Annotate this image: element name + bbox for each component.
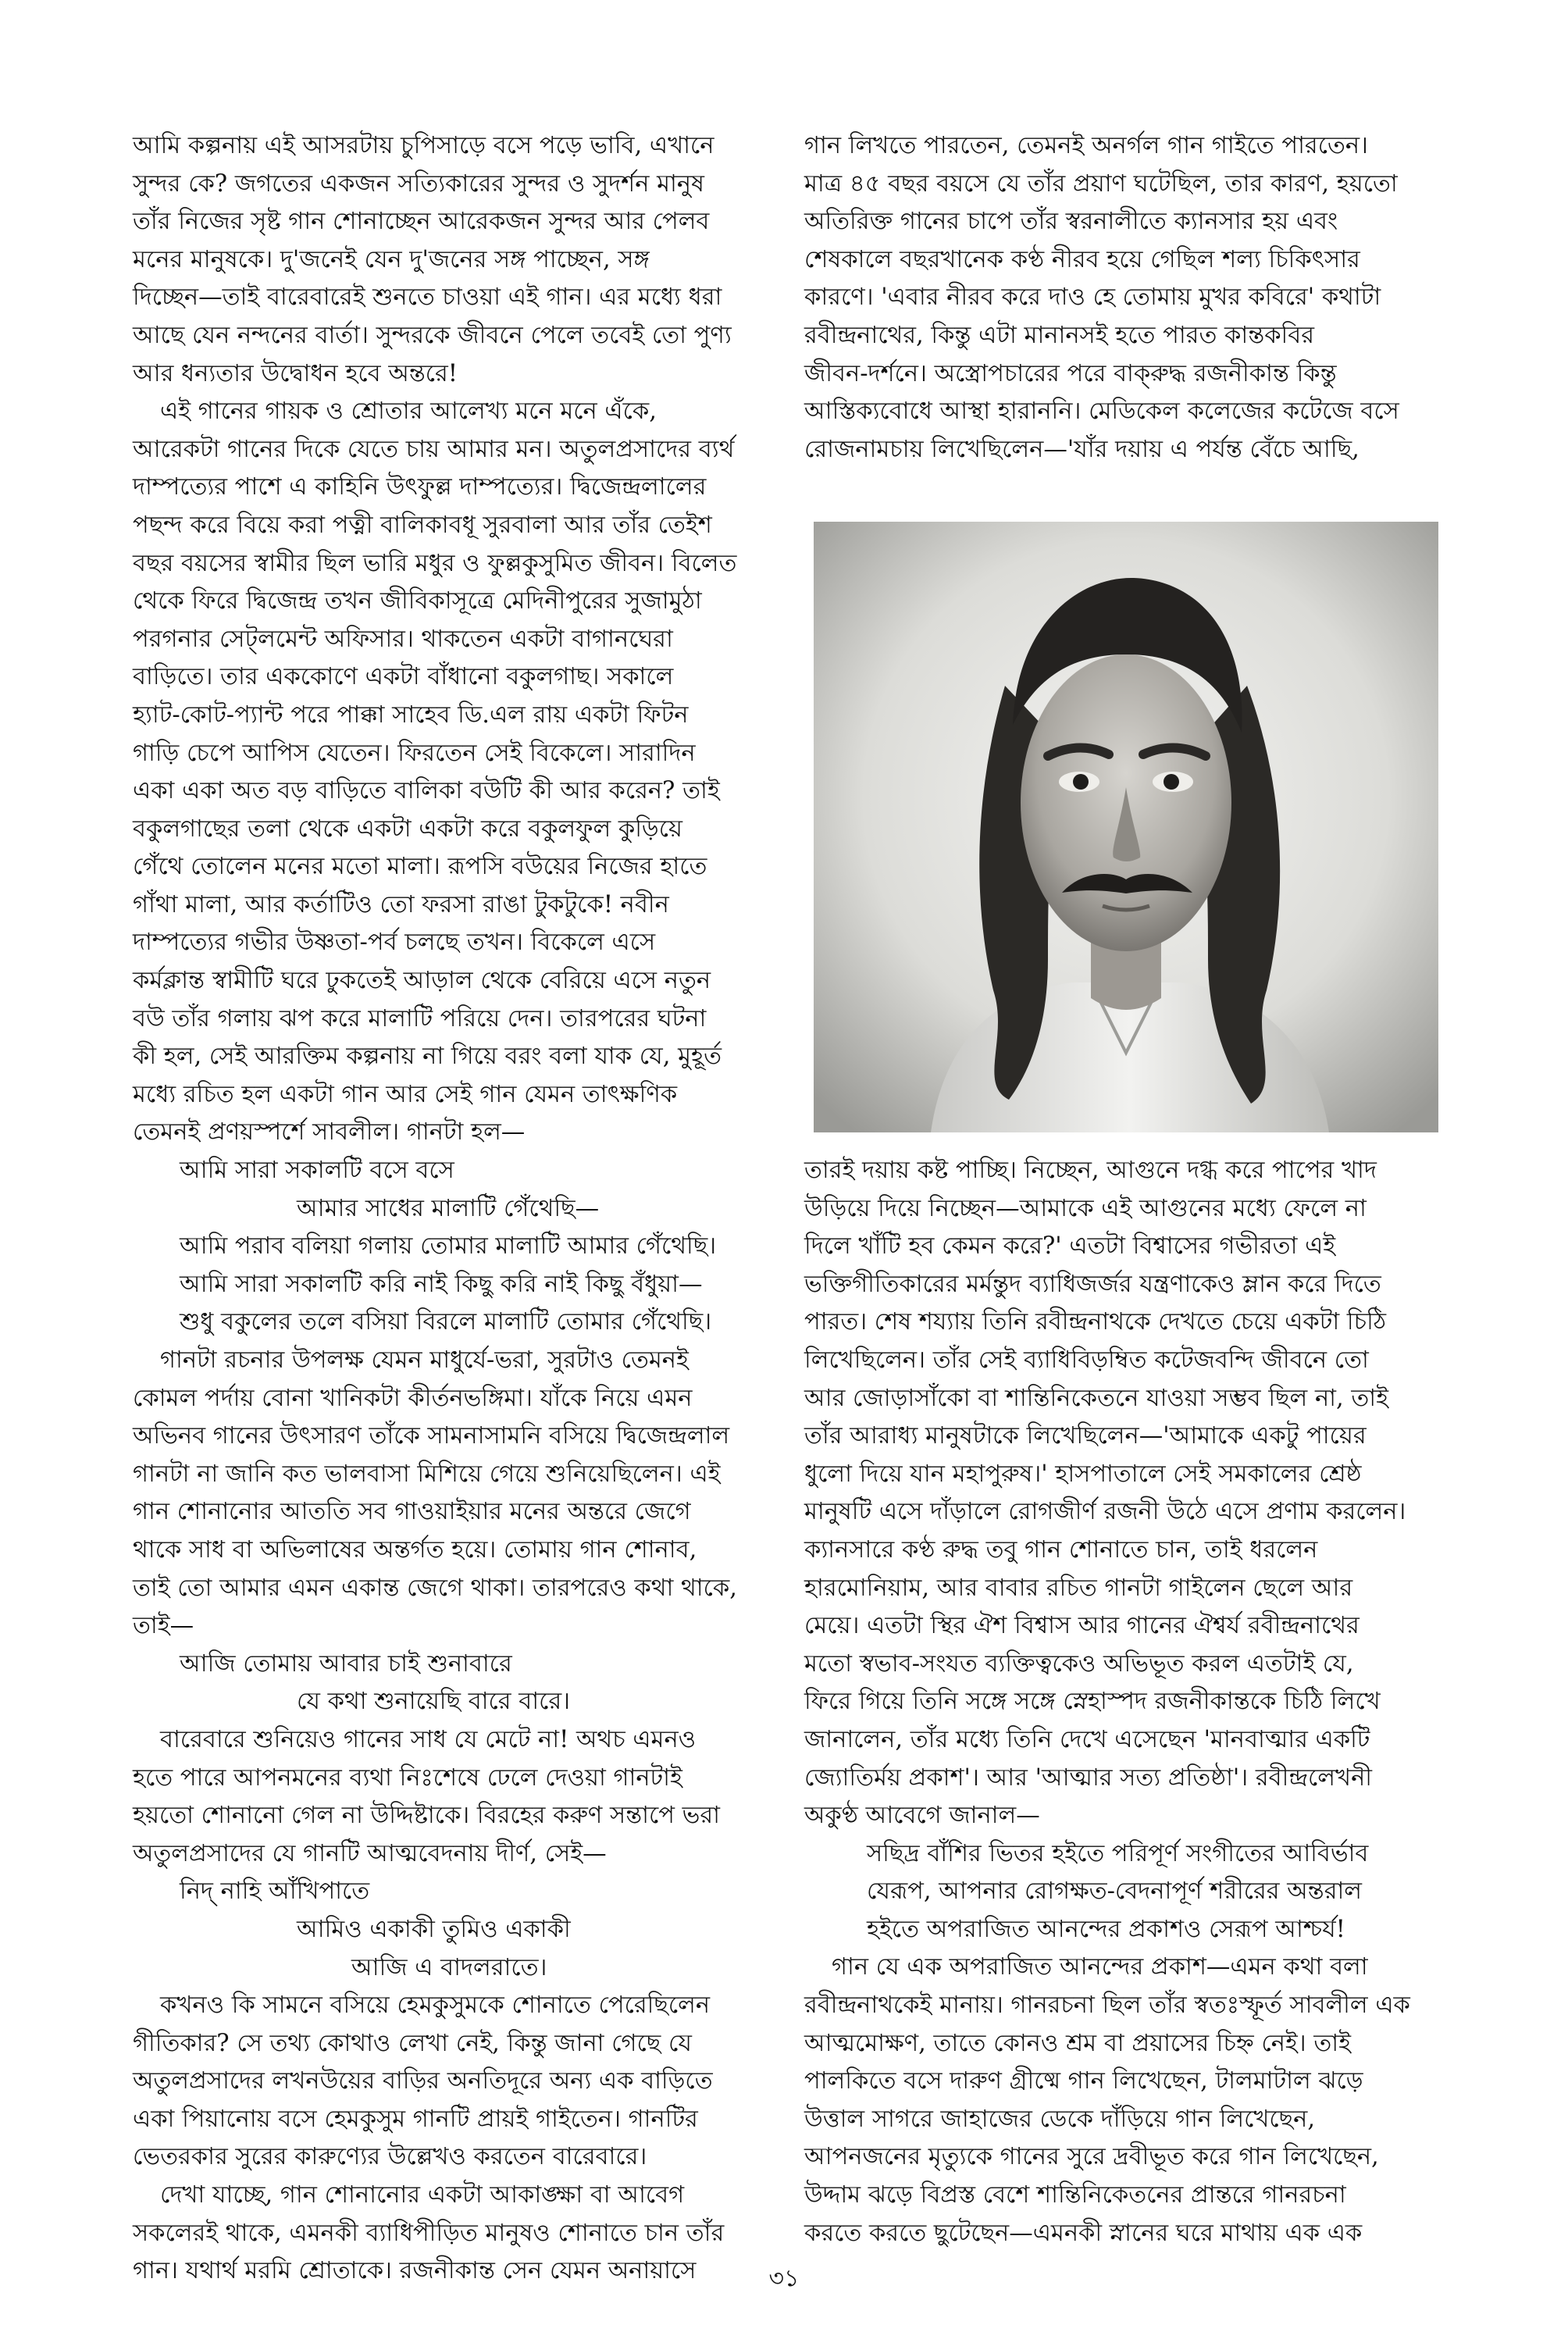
text-line: কারণে। 'এবার নীরব করে দাও হে তোমায় মুখর কবিরে' কথাটা <box>804 283 1381 312</box>
verse-line: আমি সারা সকালটি করি নাই কিছু করি নাই কিছু বঁধুয়া— <box>180 1270 703 1298</box>
verse-line: যে কথা শুনায়েছি বারে বারে। <box>297 1688 571 1716</box>
text-line: আর জোড়াসাঁকো বা শান্তিনিকেতনে যাওয়া সম্ভব ছিল না, তাই <box>804 1384 1388 1412</box>
paragraph <box>804 127 1460 469</box>
block-quote <box>804 1835 1460 1949</box>
quote-line: যেরূপ, আপনার রোগক্ষত-বেদনাপূর্ণ শরীরের অন্তরাল <box>867 1878 1363 1906</box>
song-verse <box>133 1873 804 1987</box>
text-line: কর্মক্লান্ত স্বামীটি ঘরে ঢুকতেই আড়াল থেকে বেরিয়ে এসে নতুন <box>133 967 711 995</box>
text-line: গান যে এক অপরাজিত আনন্দের প্রকাশ—এমন কথা বলা <box>832 1953 1368 1981</box>
text-line: রোজনামচায় লিখেছিলেন—'যাঁর দয়ায় এ পর্যন্ত বেঁচে আছি, <box>804 435 1360 463</box>
text-line: দাম্পত্যের গভীর উষ্ণতা-পর্ব চলছে তখন। বিকেলে এসে <box>133 929 656 957</box>
text-line: অতুলপ্রসাদের লখনউয়ের বাড়ির অনতিদূরে অন্য এক বাড়িতে <box>133 2067 713 2095</box>
text-line: তাঁর আরাধ্য মানুষটাকে লিখেছিলেন—'আমাকে একটু পায়ের <box>804 1422 1367 1450</box>
text-line: মেয়ে। এতটা স্থির ঐশ বিশ্বাস আর গানের ঐশ্বর্য রবীন্দ্রনাথের <box>804 1612 1360 1640</box>
text-line: আস্তিক্যবোধে আস্থা হারাননি। মেডিকেল কলেজের কটেজে বসে <box>804 398 1399 426</box>
page-number: ৩১ <box>768 2265 800 2292</box>
text-line: মতো স্বভাব-সংযত ব্যক্তিত্বকেও অভিভূত করল এতটাই যে, <box>804 1649 1354 1678</box>
text-line: গীতিকার? সে তথ্য কোথাও লেখা নেই, কিন্তু জানা গেছে যে <box>133 2029 692 2057</box>
text-line: গাড়ি চেপে আপিস যেতেন। ফিরতেন সেই বিকেলে। সারাদিন <box>133 739 696 767</box>
verse-line: আমার সাধের মালাটি গেঁথেছি— <box>297 1194 600 1222</box>
quote-line: হইতে অপরাজিত আনন্দের প্রকাশও সেরূপ আশ্চর্য! <box>867 1915 1345 1943</box>
text-line: জ্যোতির্ময় প্রকাশ'। আর 'আত্মার সত্য প্রতিষ্ঠা'। রবীন্দ্রলেখনী <box>804 1763 1372 1792</box>
verse-line: আজি এ বাদলরাতে। <box>351 1953 547 1981</box>
text-line: মধ্যে রচিত হল একটা গান আর সেই গান যেমন তাৎক্ষণিক <box>133 1080 678 1108</box>
text-line: ভক্তিগীতিকারের মর্মন্তুদ ব্যাধিজর্জর যন্ত্রণাকেও ম্লান করে দিতে <box>804 1270 1381 1298</box>
paragraph <box>804 1949 1460 2252</box>
text-line: আমি কল্পনায় এই আসরটায় চুপিসাড়ে বসে পড়ে ভাবি, এখানে <box>133 132 715 159</box>
text-line: গানটা রচনার উপলক্ষ যেমন মাধুর্যে-ভরা, সুরটাও তেমনই <box>160 1346 689 1374</box>
text-line: একা একা অত বড় বাড়িতে বালিকা বউটি কী আর করেন? তাই <box>133 777 720 805</box>
text-line: আরেকটা গানের দিকে যেতে চায় আমার মন। অতুলপ্রসাদের ব্যর্থ <box>133 435 735 463</box>
paragraph <box>133 1342 804 1646</box>
text-line: এই গানের গায়ক ও শ্রোতার আলেখ্য মনে মনে এঁকে, <box>160 398 657 426</box>
paragraph <box>133 1987 804 2177</box>
verse-line: আমি পরাব বলিয়া গলায় তোমার মালাটি আমার গেঁথেছি। <box>180 1232 717 1261</box>
text-line: উত্তাল সাগরে জাহাজের ডেকে দাঁড়িয়ে গান লিখেছেন, <box>804 2105 1316 2133</box>
right-column-bottom <box>804 1152 1460 2252</box>
text-line: মাত্র ৪৫ বছর বয়সে যে তাঁর প্রয়াণ ঘটেছিল, তার কারণ, হয়তো <box>804 169 1398 198</box>
text-line: দাম্পত্যের পাশে এ কাহিনি উৎফুল্ল দাম্পত্যের। দ্বিজেন্দ্রলালের <box>133 473 707 501</box>
text-line: রবীন্দ্রনাথকেই মানায়। গানরচনা ছিল তাঁর স্বতঃস্ফূর্ত সাবলীল এক <box>804 1992 1410 2020</box>
text-line: উড়িয়ে দিয়ে নিচ্ছেন—আমাকে এই আগুনের মধ্যে ফেলে না <box>804 1194 1367 1222</box>
text-line: পারত। শেষ শয্যায় তিনি রবীন্দ্রনাথকে দেখতে চেয়ে একটা চিঠি <box>804 1308 1387 1336</box>
verse-line: আমিও একাকী তুমিও একাকী <box>297 1915 571 1943</box>
text-line: ক্যানসারে কণ্ঠ রুদ্ধ তবু গান শোনাতে চান, তাই ধরলেন <box>804 1535 1318 1564</box>
text-line: দেখা যাচ্ছে, গান শোনানোর একটা আকাঙ্ক্ষা বা আবেগ <box>160 2181 685 2209</box>
text-line: হ্যাট-কোট-প্যান্ট পরে পাক্কা সাহেব ডি.এল রায় একটা ফিটন <box>133 701 689 729</box>
text-line: গানটা না জানি কত ভালবাসা মিশিয়ে গেয়ে শুনিয়েছিলেন। এই <box>133 1460 721 1488</box>
text-line: হয়তো শোনানো গেল না উদ্দিষ্টাকে। বিরহের করুণ সন্তাপে ভরা <box>133 1802 721 1830</box>
text-line: বউ তাঁর গলায় ঝপ করে মালাটি পরিয়ে দেন। তারপরের ঘটনা <box>133 1004 707 1032</box>
text-line: জীবন-দর্শনে। অস্ত্রোপচারের পরে বাক্‌রুদ্ধ রজনীকান্ত কিন্তু <box>804 359 1337 387</box>
text-line: অতিরিক্ত গানের চাপে তাঁর স্বরনালীতে ক্যানসার হয় এবং <box>804 208 1338 236</box>
portrait-photo <box>814 522 1438 1132</box>
text-line: হতে পারে আপনমনের ব্যথা নিঃশেষে ঢেলে দেওয়া গানটাই <box>133 1763 682 1792</box>
text-line: শেষকালে বছরখানেক কণ্ঠ নীরব হয়ে গেছিল শল্য চিকিৎসার <box>804 245 1360 273</box>
text-line: গান লিখতে পারতেন, তেমনই অনর্গল গান গাইতে পারতেন। <box>804 132 1368 159</box>
text-line: গেঁথে তোলেন মনের মতো মালা। রূপসি বউয়ের নিজের হাতে <box>133 853 707 881</box>
text-line: বছর বয়সের স্বামীর ছিল ভারি মধুর ও ফুল্লকুসুমিত জীবন। বিলেত <box>133 549 737 577</box>
verse-line: আজি তোমায় আবার চাই শুনাবারে <box>180 1649 512 1678</box>
text-line: লিখেছিলেন। তাঁর সেই ব্যাধিবিড়ম্বিত কটেজবন্দি জীবনে তো <box>804 1346 1369 1374</box>
text-line: গান শোনানোর আততি সব গাওয়াইয়ার মনের অন্তরে জেগে <box>133 1498 691 1526</box>
text-line: তেমনই প্রণয়স্পর্শে সাবলীল। গানটা হল— <box>133 1118 526 1146</box>
song-verse <box>133 1646 804 1721</box>
text-line: তাই তো আমার এমন একান্ত জেগে থাকা। তারপরেও কথা থাকে, <box>133 1574 737 1602</box>
text-line: থাকে সাধ বা অভিলাষের অন্তর্গত হয়ে। তোমায় গান শোনাব, <box>133 1535 697 1564</box>
text-line: থেকে ফিরে দ্বিজেন্দ্র তখন জীবিকাসূত্রে মেদিনীপুরের সুজামুঠা <box>133 587 702 615</box>
text-line: দিচ্ছেন—তাই বারেবারেই শুনতে চাওয়া এই গান। এর মধ্যে ধরা <box>133 283 722 312</box>
text-line: মানুষটি এসে দাঁড়ালে রোগজীর্ণ রজনী উঠে এসে প্রণাম করলেন। <box>804 1498 1406 1526</box>
verse-line: নিদ্ নাহি আঁখিপাতে <box>180 1878 370 1906</box>
text-line: তাই— <box>133 1612 194 1640</box>
text-line: মনের মানুষকে। দু'জনেই যেন দু'জনের সঙ্গ পাচ্ছেন, সঙ্গ <box>133 245 650 273</box>
left-column <box>133 127 804 2291</box>
verse-line: শুধু বকুলের তলে বসিয়া বিরলে মালাটি তোমার গেঁথেছি। <box>180 1308 712 1336</box>
text-line: আছে যেন নন্দনের বার্তা। সুন্দরকে জীবনে পেলে তবেই তো পুণ্য <box>133 321 732 349</box>
text-line: পছন্দ করে বিয়ে করা পত্নী বালিকাবধূ সুরবালা আর তাঁর তেইশ <box>133 511 712 539</box>
paragraph <box>804 1152 1460 1835</box>
text-line: অতুলপ্রসাদের যে গানটি আত্মবেদনায় দীর্ণ, সেই— <box>133 1839 607 1867</box>
text-line: ফিরে গিয়ে তিনি সঙ্গে সঙ্গে স্নেহাস্পদ রজনীকান্তকে চিঠি লিখে <box>804 1688 1381 1716</box>
text-line: আপনজনের মৃত্যুকে গানের সুরে দ্রবীভূত করে গান লিখেছেন, <box>804 2143 1379 2171</box>
text-line: কখনও কি সামনে বসিয়ে হেমকুসুমকে শোনাতে পেরেছিলেন <box>160 1992 711 2020</box>
text-line: জানালেন, তাঁর মধ্যে তিনি দেখে এসেছেন 'মানবাত্মার একটি <box>804 1725 1370 1753</box>
text-line: বারেবারে শুনিয়েও গানের সাধ যে মেটে না! অথচ এমনও <box>160 1725 697 1753</box>
text-line: আর ধন্যতার উদ্বোধন হবে অন্তরে! <box>133 359 458 387</box>
text-line: কী হল, সেই আরক্তিম কল্পনায় না গিয়ে বরং বলা যাক যে, মুহূর্ত <box>133 1043 722 1071</box>
text-line: পালকিতে বসে দারুণ গ্রীষ্মে গান লিখেছেন, টালমাটাল ঝড়ে <box>804 2067 1363 2095</box>
text-line: রবীন্দ্রনাথের, কিন্তু এটা মানানসই হতে পারত কান্তকবির <box>804 321 1315 349</box>
text-line: বাড়িতে। তার এককোণে একটা বাঁধানো বকুলগাছ। সকালে <box>133 663 674 691</box>
text-line: উদ্দাম ঝড়ে বিপ্রস্ত বেশে শান্তিনিকেতনের প্রান্তরে গানরচনা <box>804 2181 1346 2209</box>
verse-line: আমি সারা সকালটি বসে বসে <box>180 1157 454 1185</box>
text-line: একা পিয়ানোয় বসে হেমকুসুম গানটি প্রায়ই গাইতেন। গানটির <box>133 2105 698 2133</box>
text-line: আত্মমোক্ষণ, তাতে কোনও শ্রম বা প্রয়াসের চিহ্ন নেই। তাই <box>804 2029 1351 2057</box>
paragraph <box>133 1721 804 1873</box>
text-line: করতে করতে ছুটেছেন—এমনকী স্নানের ঘরে মাথায় এক এক <box>804 2219 1363 2247</box>
text-line: ভেতরকার সুরের কারুণ্যের উল্লেখও করতেন বারেবারে। <box>133 2143 647 2171</box>
text-line: বকুলগাছের তলা থেকে একটা একটা করে বকুলফুল কুড়িয়ে <box>133 815 682 843</box>
text-line: তাঁর নিজের সৃষ্ট গান শোনাচ্ছেন আরেকজন সুন্দর আর পেলব <box>133 208 710 236</box>
text-line: গান। যথার্থ মরমি শ্রোতাকে। রজনীকান্ত সেন যেমন অনায়াসে <box>133 2257 697 2285</box>
right-column-top <box>804 127 1460 469</box>
text-line: হারমোনিয়াম, আর বাবার রচিত গানটা গাইলেন ছেলে আর <box>804 1574 1353 1602</box>
text-line: গাঁথা মালা, আর কর্তাটিও তো ফরসা রাঙা টুকটুকে! নবীন <box>133 890 669 918</box>
text-line: ধুলো দিয়ে যান মহাপুরুষ।' হাসপাতালে সেই সমকালের শ্রেষ্ঠ <box>804 1460 1362 1488</box>
text-line: অভিনব গানের উৎসারণ তাঁকে সামনাসামনি বসিয়ে দ্বিজেন্দ্রলাল <box>133 1422 730 1450</box>
text-line: সকলেরই থাকে, এমনকী ব্যাধিপীড়িত মানুষও শোনাতে চান তাঁর <box>133 2219 725 2247</box>
text-line: কোমল পর্দায় বোনা খানিকটা কীর্তনভঙ্গিমা। যাঁকে নিয়ে এমন <box>133 1384 693 1412</box>
text-line: তারই দয়ায় কষ্ট পাচ্ছি। নিচ্ছেন, আগুনে দগ্ধ করে পাপের খাদ <box>804 1157 1377 1184</box>
paragraph <box>133 127 804 393</box>
text-line: অকুণ্ঠ আবেগে জানাল— <box>804 1802 1040 1830</box>
quote-line: সছিদ্র বাঁশির ভিতর হইতে পরিপূর্ণ সংগীতের আবির্ভাব <box>867 1839 1369 1867</box>
text-line: দিলে খাঁটি হব কেমন করে?' এতটা বিশ্বাসের গভীরতা এই <box>804 1232 1336 1261</box>
song-verse <box>133 1152 804 1342</box>
text-line: পরগনার সেট্‌লমেন্ট অফিসার। থাকতেন একটা বাগানঘেরা <box>133 625 673 653</box>
text-line: সুন্দর কে? জগতের একজন সত্যিকারের সুন্দর ও সুদর্শন মানুষ <box>133 169 704 198</box>
paragraph <box>133 393 804 1152</box>
